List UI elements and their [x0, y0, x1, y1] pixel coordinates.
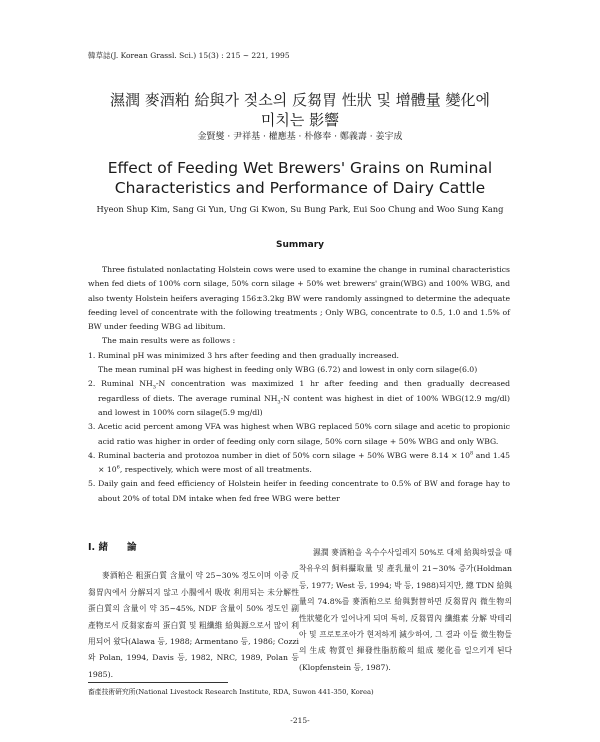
korean-authors: 金賢燮 · 尹祥基 · 權應基 · 朴修奉 · 鄭義壽 · 姜宇成	[197, 132, 403, 142]
introduction-paragraph-1: 麥酒粕은 粗蛋白質 含量이 약 25~30% 정도이며 이중 反芻胃內에서 分解되지 않고 小腸에서 吸收 利用되는 未分解性 蛋白質의 含量이 약 35~45%, NDF 含量이 50% 정도인 副產物로서 反芻家畜의 蛋白質 및 粗纖維 給與源으로서 많이 利用되어 왔다(Alawa 등, 1988; Armentano 등, 1986; Cozzi와 Polan, 1994, Davis 등, 1982, NRC, 1989, Polan 등 1985).	[88, 571, 299, 679]
introduction-heading: I. 緒 論	[88, 542, 137, 553]
footnote-divider	[88, 682, 228, 683]
summary-heading: Summary	[275, 240, 325, 250]
result-5: 5. Daily gain and feed efficiency of Holstein heifer in feeding concentrate to 0.5% of BW and forage hay to about 20% of total DM intake when fed free WBG were better	[88, 479, 510, 503]
summary-body	[88, 263, 510, 506]
summary-results-lead: The main results were as follows :	[102, 336, 236, 346]
introduction-right-column	[299, 545, 512, 676]
introduction-left-column	[88, 540, 299, 683]
result-1b: The mean ruminal pH was highest in feeding only WBG (6.72) and lowest in only corn silage(6.0)	[98, 365, 478, 375]
english-title	[40, 158, 560, 198]
summary-intro: Three fistulated nonlactating Holstein cows were used to examine the change in ruminal characteristics when fed diets of 100% corn silage, 50% corn silage + 50% wet brewers' grain(WBG) and 100% WBG, and also twenty Holstein heifers averaging 156±3.2kg BW were randomly assingned to determine the adequate feeding level of concentrate with the following treatments ; Only WBG, concentrate to 0.5, 1.0 and 1.5% of BW under feeding WBG ad libitum.	[88, 265, 510, 332]
introduction-paragraph-2: 濕潤 麥酒粕을 옥수수사일레지 50%로 대체 給與하였을 때 착유우의 飼料攝取量 및 產乳量이 21~30% 증가(Holdman 등, 1977; West 등, 1994; 박 등, 1988)되지만, 總 TDN 給與量의 74.8%를 麥酒粕으로 給與對替하면 反芻胃內 微生物의 性狀變化가 일어나게 되며 특히, 反芻胃內 纖維素 分解 박테리아 및 프로토조아가 현저하게 減少하여, 그 결과 이들 微生物들의 生成 物質인 揮發性脂肪酸의 組成 變化를 일으키게 된다(Klopfenstein 등, 1987).	[299, 548, 513, 672]
journal-reference: 韓草誌(J. Korean Grassl. Sci.) 15(3) : 215 ~ 221, 1995	[88, 51, 290, 60]
result-2: 2. Ruminal $NH_3-N$ concentration was maximized 1 hr after feeding and then gradually decreased regardless of diets. The average ruminal $NH_3-N$ content was highest in diet of 100% WBG(12.9 mg/dl) and lowest in 100% corn silage(5.9 mg/dl)	[88, 379, 510, 417]
korean-title	[40, 90, 560, 130]
english-title-line-2: Characteristics and Performance of Dairy Cattle	[114, 179, 486, 197]
affiliation-footnote: 畜產技術硏究所(National Livestock Research Institute, RDA, Suwon 441-350, Korea)	[88, 688, 374, 696]
english-title-line-1: Effect of Feeding Wet Brewers' Grains on Ruminal	[107, 159, 493, 177]
korean-title-line-2: 미치는 影響	[260, 111, 340, 129]
page-number: -215-	[290, 716, 310, 725]
korean-title-line-1: 濕潤 麥酒粕 給與가 젖소의 反芻胃 性狀 및 增體量 變化에	[109, 91, 491, 109]
result-1a: 1. Ruminal pH was minimized 3 hrs after feeding and then gradually increased.	[88, 350, 399, 360]
result-3: 3. Acetic acid percent among VFA was highest when WBG replaced 50% corn silage and acetic to propionic acid ratio was higher in order of feeding only corn silage, 50% corn silage + 50% WBG and only WBG.	[88, 422, 510, 446]
english-authors: Hyeon Shup Kim, Sang Gi Yun, Ung Gi Kwon, Su Bung Park, Eui Soo Chung and Woo Sung Kang	[96, 204, 504, 214]
result-4: 4. Ruminal bacteria and protozoa number in diet of 50% corn silage + 50% WBG were $8.14 \times 10^8$ and $1.45 \times 10^6$, respectively, which were most of all treatments.	[88, 450, 511, 475]
